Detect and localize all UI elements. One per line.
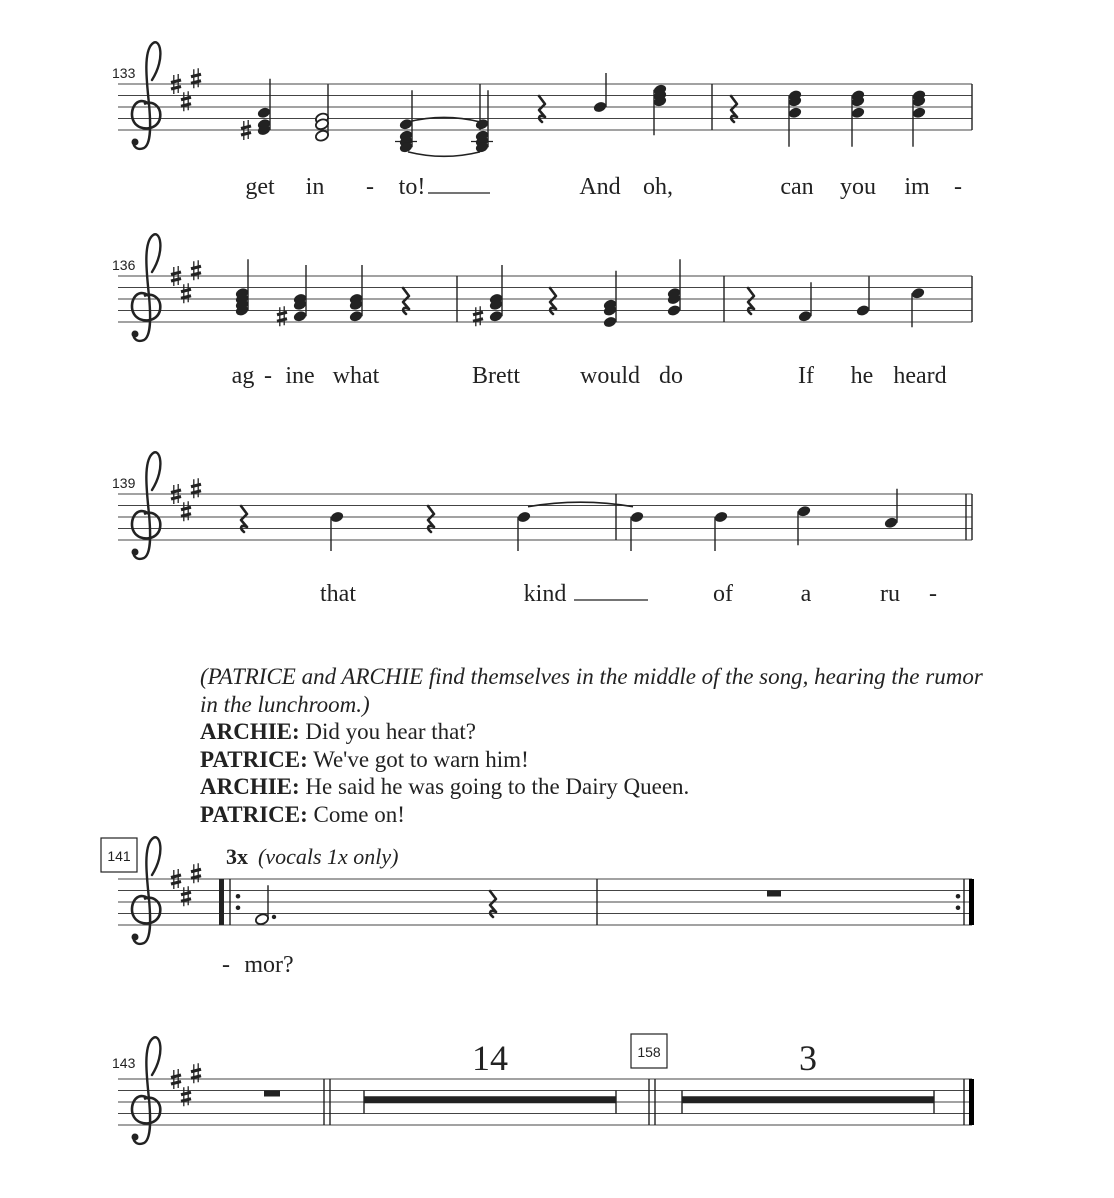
lyric-syllable: - [222,952,230,978]
line-text: He said he was going to the Dairy Queen. [299,774,690,799]
lyric-syllable: that [320,581,356,607]
line-text: Did you hear that? [299,719,476,744]
note-head [910,287,925,300]
speaker-name: ARCHIE: [200,774,300,799]
dialogue-block [200,663,990,828]
sharp-icon [191,260,201,280]
lyric-syllable: - [929,581,937,607]
note [855,277,870,318]
repeat-count: 3x [226,844,248,869]
note [277,265,308,326]
whole-rest-icon [767,891,781,897]
lyric-syllable: mor? [244,952,294,978]
speaker-name: ARCHIE: [200,719,300,744]
sharp-icon [181,886,191,906]
lyric-syllable: a [800,581,812,607]
note [395,90,417,154]
lyric-syllable: Brett [472,363,520,389]
lyric-syllable: im [904,174,930,200]
measure-number: 133 [112,65,136,81]
note-head [796,505,811,518]
sharp-icon [473,306,483,326]
note [516,510,531,551]
repeat-dot [956,905,961,910]
note-head [592,100,607,113]
sharp-icon [191,1063,201,1083]
lyric-syllable: - [366,174,374,200]
speaker-name: PATRICE: [200,746,308,772]
note [850,89,865,147]
staff-system [112,1037,974,1144]
note-head [488,310,503,323]
stage-direction: (PATRICE and ARCHIE find themselves in the middle of the song, hearing the rumor in the lunchroom.) [200,664,983,717]
note [471,90,493,154]
sharp-icon [191,863,201,883]
note [234,259,249,317]
note [910,287,925,328]
note [797,282,812,323]
note-head [713,510,728,523]
note-head [602,315,617,328]
repeat-note: (vocals 1x only) [258,844,399,869]
note-head [666,304,681,317]
dialogue-line [200,801,990,829]
multirest-bar [682,1096,934,1103]
note [796,505,811,546]
lyric-syllable: - [954,174,962,200]
lyric-syllable: do [659,363,683,389]
lyric-syllable: get [245,174,275,200]
sharp-icon [277,306,287,326]
note-head [629,510,644,523]
dialogue-line [200,746,990,774]
staff-system [112,234,972,341]
lyric-syllable: in [305,174,325,200]
note [652,83,667,135]
note-head [256,106,271,119]
end-repeat-barline [969,879,974,925]
lyric-syllable: to! [398,174,426,200]
whole-rest-icon [264,1091,280,1097]
note-head [883,516,898,529]
note [666,259,681,317]
multirest-bar [364,1096,616,1103]
lyric-syllable: - [264,363,272,389]
note [911,89,926,147]
note [254,885,276,926]
note-head [329,510,344,523]
speaker-name: PATRICE: [200,801,308,827]
note-head [516,510,531,523]
lyric-syllable: kind [523,581,567,607]
note [592,73,607,114]
repeat-dot [236,905,241,910]
start-repeat-barline [219,879,224,925]
note [629,510,644,551]
repeat-dot [956,894,961,899]
dialogue-line [200,773,990,801]
lyric-syllable: he [850,363,874,389]
lyric-syllable: ine [285,363,315,389]
note-head [398,118,413,131]
multirest-count: 14 [472,1038,508,1078]
sharp-icon [191,68,201,88]
note [602,271,617,329]
multirest-count: 3 [799,1038,817,1078]
lyric-syllable: oh, [643,174,673,200]
measure-number: 139 [112,475,136,491]
measure-number: 143 [112,1055,136,1071]
augmentation-dot [272,915,276,919]
note-head [797,310,812,323]
note [314,85,329,143]
sharp-icon [181,91,191,111]
sharp-icon [191,478,201,498]
sharp-icon [181,1086,191,1106]
note-head [787,106,802,119]
note [329,510,344,551]
tie [408,152,480,157]
note [713,510,728,551]
final-barline [969,1079,974,1125]
measure-number: 141 [107,848,131,864]
staff-system [112,42,972,149]
note [883,489,898,530]
lyric-syllable: of [713,581,733,607]
sharp-icon [181,501,191,521]
lyric-syllable: you [840,174,876,200]
rehearsal-number: 158 [637,1044,661,1060]
note [787,89,802,147]
note-head [474,118,489,131]
note [348,265,363,323]
line-text: Come on! [307,801,405,827]
lyric-syllable: what [332,363,380,389]
note-head [314,129,329,142]
lyric-syllable: And [579,174,621,200]
lyric-syllable: ag [231,363,255,389]
sharp-icon [181,283,191,303]
note-head [348,310,363,323]
repeat-dot [236,894,241,899]
note [473,265,504,326]
line-text: We've got to warn him! [307,746,529,772]
lyric-syllable: can [780,174,814,200]
note-head [292,310,307,323]
note-head [254,913,269,926]
lyric-syllable: ru [880,581,900,607]
note-head [855,304,870,317]
lyric-syllable: heard [893,363,947,389]
lyric-syllable: would [580,363,640,389]
note [241,79,272,140]
note-head [911,106,926,119]
dialogue-line [200,718,990,746]
measure-number: 136 [112,257,136,273]
lyric-syllable: If [798,363,814,389]
note-head [850,106,865,119]
